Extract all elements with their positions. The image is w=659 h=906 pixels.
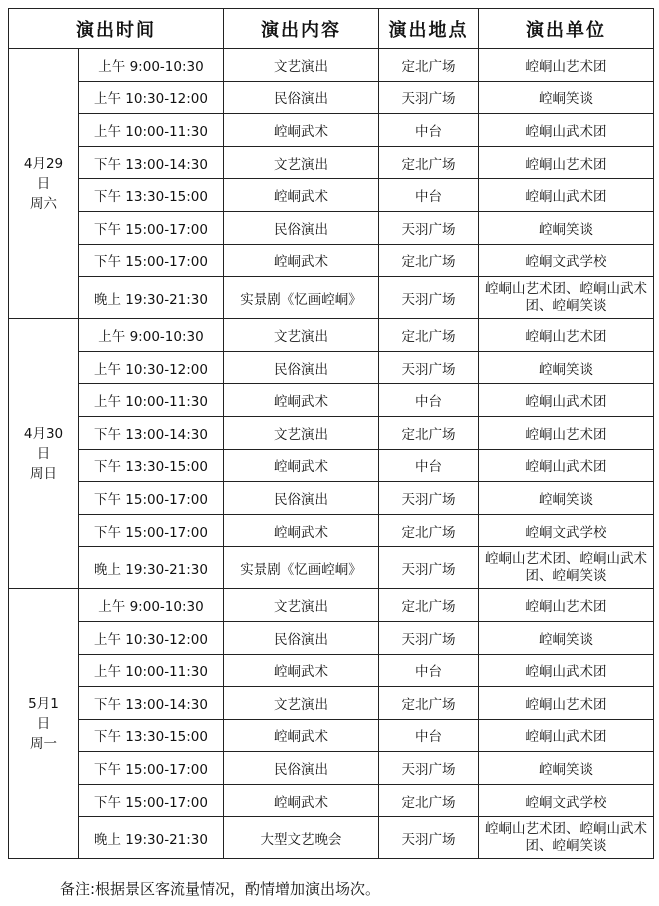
content-cell: 民俗演出 [224, 752, 379, 785]
content-cell: 文艺演出 [224, 687, 379, 720]
place-cell: 天羽广场 [379, 817, 479, 859]
time-cell: 上午 9:00-10:30 [79, 49, 224, 82]
content-cell: 文艺演出 [224, 146, 379, 179]
place-cell: 中台 [379, 449, 479, 482]
place-cell: 中台 [379, 654, 479, 687]
unit-cell: 崆峒笑谈 [479, 351, 654, 384]
unit-cell: 崆峒笑谈 [479, 621, 654, 654]
unit-cell: 崆峒山武术团 [479, 384, 654, 417]
content-cell: 实景剧《忆画崆峒》 [224, 277, 379, 319]
table-row [9, 784, 654, 817]
place-cell: 定北广场 [379, 784, 479, 817]
place-cell: 天羽广场 [379, 81, 479, 114]
content-cell: 崆峒武术 [224, 784, 379, 817]
unit-cell: 崆峒笑谈 [479, 752, 654, 785]
date-line: 4月29 [23, 155, 64, 172]
time-cell: 下午 15:00-17:00 [79, 244, 224, 277]
unit-cell: 崆峒山艺术团 [479, 146, 654, 179]
unit-cell: 崆峒笑谈 [479, 482, 654, 515]
header-place: 演出地点 [379, 9, 479, 49]
table-row [9, 351, 654, 384]
place-cell: 中台 [379, 179, 479, 212]
place-cell: 定北广场 [379, 589, 479, 622]
place-cell: 天羽广场 [379, 482, 479, 515]
unit-cell: 崆峒山武术团 [479, 654, 654, 687]
header-content: 演出内容 [224, 9, 379, 49]
date-cell [9, 589, 79, 859]
time-cell: 下午 13:00-14:30 [79, 146, 224, 179]
content-cell: 民俗演出 [224, 621, 379, 654]
header-unit: 演出单位 [479, 9, 654, 49]
table-row [9, 752, 654, 785]
unit-cell: 崆峒山武术团 [479, 179, 654, 212]
unit-cell: 崆峒文武学校 [479, 244, 654, 277]
table-row [9, 81, 654, 114]
place-cell: 天羽广场 [379, 621, 479, 654]
place-cell: 定北广场 [379, 514, 479, 547]
time-cell: 上午 10:00-11:30 [79, 114, 224, 147]
date-line: 日 [36, 175, 51, 192]
unit-cell: 崆峒山艺术团 [479, 319, 654, 352]
place-cell: 天羽广场 [379, 351, 479, 384]
unit-cell: 崆峒山艺术团、崆峒山武术团、崆峒笑谈 [479, 277, 654, 319]
time-cell: 晚上 19:30-21:30 [79, 277, 224, 319]
table-row [9, 547, 654, 589]
unit-cell: 崆峒山艺术团、崆峒山武术团、崆峒笑谈 [479, 547, 654, 589]
date-line: 周日 [30, 465, 57, 482]
table-row [9, 621, 654, 654]
time-cell: 上午 10:30-12:00 [79, 81, 224, 114]
time-cell: 下午 15:00-17:00 [79, 514, 224, 547]
time-cell: 下午 15:00-17:00 [79, 482, 224, 515]
table-row [9, 114, 654, 147]
place-cell: 定北广场 [379, 319, 479, 352]
place-cell: 中台 [379, 719, 479, 752]
date-cell [9, 319, 79, 589]
table-row [9, 449, 654, 482]
content-cell: 民俗演出 [224, 351, 379, 384]
header-time: 演出时间 [9, 9, 224, 49]
table-row [9, 179, 654, 212]
table-row [9, 719, 654, 752]
table-row [9, 384, 654, 417]
time-cell: 下午 15:00-17:00 [79, 752, 224, 785]
table-row [9, 244, 654, 277]
table-row [9, 687, 654, 720]
content-cell: 崆峒武术 [224, 719, 379, 752]
table-row [9, 654, 654, 687]
header-row [9, 9, 654, 49]
content-cell: 民俗演出 [224, 482, 379, 515]
unit-cell: 崆峒文武学校 [479, 514, 654, 547]
place-cell: 定北广场 [379, 146, 479, 179]
content-cell: 文艺演出 [224, 49, 379, 82]
unit-cell: 崆峒山艺术团 [479, 589, 654, 622]
content-cell: 崆峒武术 [224, 179, 379, 212]
table-row [9, 482, 654, 515]
place-cell: 定北广场 [379, 687, 479, 720]
time-cell: 下午 13:30-15:00 [79, 449, 224, 482]
unit-cell: 崆峒山艺术团 [479, 49, 654, 82]
unit-cell: 崆峒山武术团 [479, 449, 654, 482]
time-cell: 上午 9:00-10:30 [79, 319, 224, 352]
time-cell: 晚上 19:30-21:30 [79, 817, 224, 859]
time-cell: 晚上 19:30-21:30 [79, 547, 224, 589]
time-cell: 下午 13:00-14:30 [79, 416, 224, 449]
date-line: 日 [36, 445, 51, 462]
date-line: 4月30 [23, 425, 64, 442]
time-cell: 下午 15:00-17:00 [79, 784, 224, 817]
place-cell: 天羽广场 [379, 277, 479, 319]
date-line: 日 [36, 715, 51, 732]
time-cell: 下午 13:00-14:30 [79, 687, 224, 720]
place-cell: 天羽广场 [379, 211, 479, 244]
unit-cell: 崆峒笑谈 [479, 81, 654, 114]
content-cell: 崆峒武术 [224, 384, 379, 417]
place-cell: 中台 [379, 384, 479, 417]
content-cell: 崆峒武术 [224, 514, 379, 547]
place-cell: 天羽广场 [379, 547, 479, 589]
table-row [9, 514, 654, 547]
content-cell: 实景剧《忆画崆峒》 [224, 547, 379, 589]
table-row [9, 211, 654, 244]
content-cell: 崆峒武术 [224, 114, 379, 147]
time-cell: 下午 13:30-15:00 [79, 719, 224, 752]
time-cell: 上午 10:00-11:30 [79, 384, 224, 417]
place-cell: 定北广场 [379, 416, 479, 449]
time-cell: 上午 10:30-12:00 [79, 351, 224, 384]
unit-cell: 崆峒山武术团 [479, 114, 654, 147]
date-line: 周六 [30, 195, 57, 212]
place-cell: 定北广场 [379, 244, 479, 277]
date-line: 5月1 [28, 695, 59, 712]
content-cell: 崆峒武术 [224, 449, 379, 482]
content-cell: 民俗演出 [224, 211, 379, 244]
unit-cell: 崆峒山武术团 [479, 719, 654, 752]
table-row [9, 277, 654, 319]
unit-cell: 崆峒山艺术团、崆峒山武术团、崆峒笑谈 [479, 817, 654, 859]
schedule-table [8, 8, 654, 859]
unit-cell: 崆峒山艺术团 [479, 687, 654, 720]
footnote: 备注:根据景区客流量情况，酌情增加演出场次。 [60, 880, 381, 898]
table-row [9, 416, 654, 449]
date-cell [9, 49, 79, 319]
time-cell: 上午 10:00-11:30 [79, 654, 224, 687]
place-cell: 定北广场 [379, 49, 479, 82]
time-cell: 下午 15:00-17:00 [79, 211, 224, 244]
content-cell: 文艺演出 [224, 416, 379, 449]
time-cell: 上午 10:30-12:00 [79, 621, 224, 654]
table-row [9, 817, 654, 859]
content-cell: 文艺演出 [224, 319, 379, 352]
content-cell: 崆峒武术 [224, 654, 379, 687]
unit-cell: 崆峒山艺术团 [479, 416, 654, 449]
content-cell: 大型文艺晚会 [224, 817, 379, 859]
unit-cell: 崆峒笑谈 [479, 211, 654, 244]
table-row [9, 319, 654, 352]
content-cell: 崆峒武术 [224, 244, 379, 277]
place-cell: 中台 [379, 114, 479, 147]
content-cell: 民俗演出 [224, 81, 379, 114]
time-cell: 下午 13:30-15:00 [79, 179, 224, 212]
place-cell: 天羽广场 [379, 752, 479, 785]
content-cell: 文艺演出 [224, 589, 379, 622]
unit-cell: 崆峒文武学校 [479, 784, 654, 817]
table-row [9, 49, 654, 82]
date-line: 周一 [30, 735, 57, 752]
time-cell: 上午 9:00-10:30 [79, 589, 224, 622]
table-row [9, 589, 654, 622]
table-row [9, 146, 654, 179]
